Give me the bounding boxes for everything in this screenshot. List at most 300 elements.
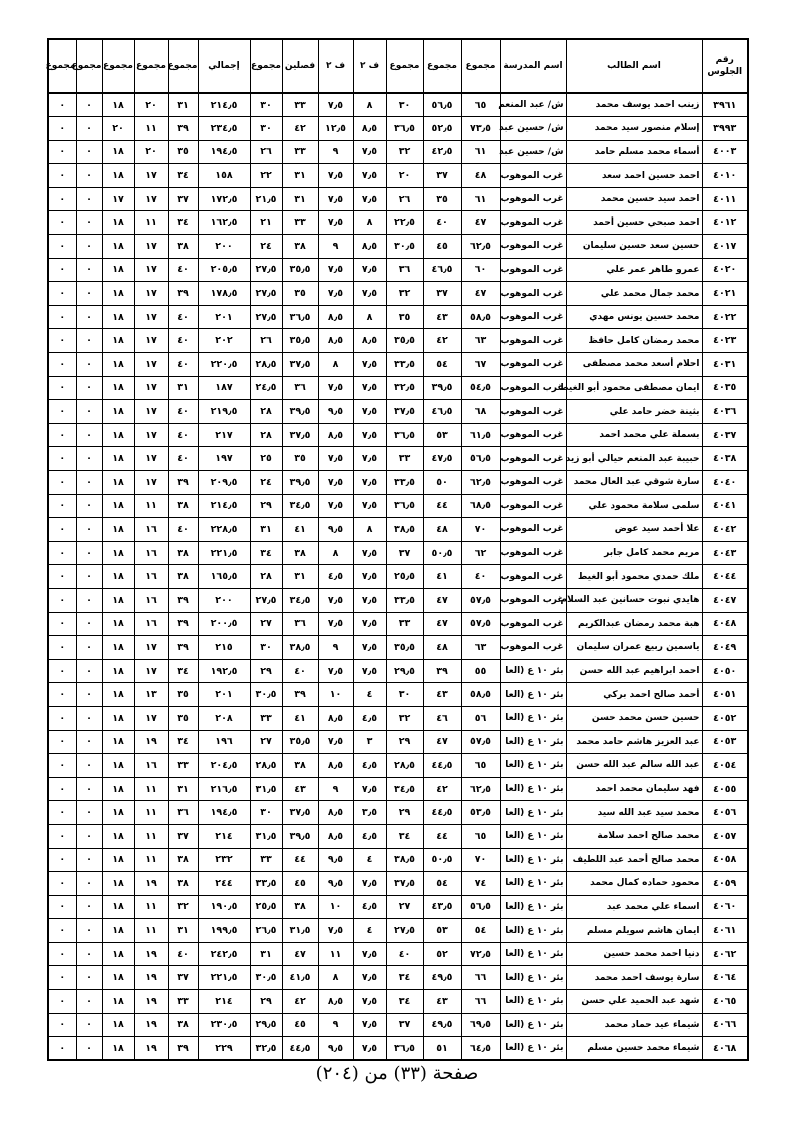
cell-total-1: ٥٦ <box>461 706 500 730</box>
cell-total-1: ٦٩٫٥ <box>461 1013 500 1037</box>
cell-total-6: ١٩ <box>134 1037 168 1061</box>
cell-grand-total: ٢٢١٫٥ <box>198 541 250 565</box>
table-row <box>48 117 748 141</box>
cell-term2-a: ٣٫٥ <box>353 801 386 825</box>
cell-total-5: ٣٤ <box>168 164 198 188</box>
cell-student-name: إسلام منصور سيد محمد <box>566 117 702 141</box>
cell-seat-number: ٤٠٥٤ <box>702 754 748 778</box>
cell-term2-b: ٤٫٥ <box>318 565 353 589</box>
cell-two-terms: ٤٢ <box>282 990 318 1014</box>
cell-total-5: ٤٠ <box>168 305 198 329</box>
cell-grand-total: ٢٤٤ <box>198 872 250 896</box>
cell-total-3: ٣٧ <box>386 541 423 565</box>
cell-total-7: ١٨ <box>102 164 134 188</box>
cell-total-3: ٣٣٫٥ <box>386 353 423 377</box>
cell-total-1: ٦٨ <box>461 400 500 424</box>
cell-seat-number: ٤٠٢٣ <box>702 329 748 353</box>
cell-total-1: ٤٧ <box>461 211 500 235</box>
cell-grand-total: ٢٠٨ <box>198 706 250 730</box>
cell-two-terms: ٣٥ <box>282 282 318 306</box>
cell-total-1: ٦٢٫٥ <box>461 235 500 259</box>
cell-total-4: ٢٩ <box>250 990 282 1014</box>
header-total-8: مجموع <box>76 39 102 93</box>
cell-total-2: ٥٠ <box>423 471 461 495</box>
cell-total-5: ٣٦ <box>168 801 198 825</box>
cell-total-3: ٣٢٫٥ <box>386 376 423 400</box>
cell-total-1: ٦١ <box>461 140 500 164</box>
cell-total-1: ٦١ <box>461 187 500 211</box>
cell-total-9: ٠ <box>48 801 76 825</box>
cell-student-name: ايمان هاشم سويلم مسلم <box>566 919 702 943</box>
cell-school-name: بئر ١٠ ع (العا <box>500 683 566 707</box>
cell-total-2: ٤٣٫٥ <box>423 895 461 919</box>
cell-total-4: ٢٥٫٥ <box>250 895 282 919</box>
cell-school-name: بئر ١٠ ع (العا <box>500 801 566 825</box>
header-term2-b: ف ٢ <box>318 39 353 93</box>
cell-total-9: ٠ <box>48 140 76 164</box>
cell-two-terms: ٣٥٫٥ <box>282 730 318 754</box>
cell-total-4: ٢٧٫٥ <box>250 305 282 329</box>
cell-student-name: مريم محمد كامل جابر <box>566 541 702 565</box>
cell-school-name: بئر ١٠ ع (العا <box>500 706 566 730</box>
cell-total-6: ١٣ <box>134 683 168 707</box>
table-row <box>48 211 748 235</box>
cell-total-1: ٥٣٫٥ <box>461 801 500 825</box>
cell-total-6: ١٦ <box>134 754 168 778</box>
cell-school-name: بئر ١٠ ع (العا <box>500 942 566 966</box>
cell-total-9: ٠ <box>48 636 76 660</box>
cell-grand-total: ٢٢٨٫٥ <box>198 518 250 542</box>
cell-seat-number: ٤٠٥٩ <box>702 872 748 896</box>
cell-total-9: ٠ <box>48 848 76 872</box>
cell-two-terms: ٣٧٫٥ <box>282 423 318 447</box>
cell-total-7: ١٨ <box>102 612 134 636</box>
cell-term2-b: ٧٫٥ <box>318 471 353 495</box>
cell-total-7: ١٨ <box>102 565 134 589</box>
cell-total-8: ٠ <box>76 565 102 589</box>
table-row <box>48 565 748 589</box>
cell-seat-number: ٤٠٤٢ <box>702 518 748 542</box>
cell-total-5: ٣٩ <box>168 471 198 495</box>
cell-student-name: بثينة خضر حامد علي <box>566 400 702 424</box>
cell-total-7: ١٨ <box>102 353 134 377</box>
cell-total-5: ٣٨ <box>168 494 198 518</box>
cell-total-4: ٢٦ <box>250 329 282 353</box>
cell-total-4: ٢٧ <box>250 730 282 754</box>
cell-total-5: ٣٧ <box>168 187 198 211</box>
cell-total-1: ٤٨ <box>461 164 500 188</box>
cell-total-9: ٠ <box>48 187 76 211</box>
cell-term2-a: ٧٫٥ <box>353 400 386 424</box>
cell-total-6: ١٩ <box>134 872 168 896</box>
cell-total-6: ١٧ <box>134 423 168 447</box>
cell-grand-total: ١٩٧ <box>198 447 250 471</box>
cell-total-7: ١٨ <box>102 541 134 565</box>
cell-total-6: ١٦ <box>134 565 168 589</box>
cell-two-terms: ٣٤٫٥ <box>282 588 318 612</box>
cell-total-1: ٦٥ <box>461 93 500 117</box>
cell-student-name: زينب احمد يوسف محمد <box>566 93 702 117</box>
cell-total-5: ٤٠ <box>168 400 198 424</box>
cell-seat-number: ٤٠٢١ <box>702 282 748 306</box>
cell-total-6: ١٩ <box>134 990 168 1014</box>
cell-total-2: ٥٠٫٥ <box>423 848 461 872</box>
table-row <box>48 423 748 447</box>
cell-total-9: ٠ <box>48 1013 76 1037</box>
cell-total-8: ٠ <box>76 659 102 683</box>
cell-seat-number: ٤٠٥٦ <box>702 801 748 825</box>
cell-total-3: ٢٧ <box>386 895 423 919</box>
cell-total-3: ٢٧٫٥ <box>386 919 423 943</box>
cell-total-9: ٠ <box>48 872 76 896</box>
cell-term2-b: ١١ <box>318 942 353 966</box>
cell-total-2: ٤١ <box>423 565 461 589</box>
cell-total-6: ١٦ <box>134 541 168 565</box>
cell-total-7: ١٨ <box>102 706 134 730</box>
cell-seat-number: ٤٠٤٠ <box>702 471 748 495</box>
cell-total-7: ١٨ <box>102 376 134 400</box>
cell-two-terms: ٣٩ <box>282 683 318 707</box>
cell-total-6: ١٧ <box>134 329 168 353</box>
cell-total-1: ٥٥ <box>461 659 500 683</box>
cell-total-1: ٦٣ <box>461 329 500 353</box>
cell-school-name: غرب الموهوب <box>500 518 566 542</box>
cell-total-8: ٠ <box>76 211 102 235</box>
cell-school-name: غرب الموهوب <box>500 471 566 495</box>
cell-student-name: حسين سعد حسين سليمان <box>566 235 702 259</box>
cell-total-6: ١٧ <box>134 471 168 495</box>
cell-total-4: ٣٠٫٥ <box>250 683 282 707</box>
cell-total-1: ٦٨٫٥ <box>461 494 500 518</box>
table-row <box>48 258 748 282</box>
cell-two-terms: ٤٥ <box>282 1013 318 1037</box>
cell-school-name: غرب الموهوب <box>500 353 566 377</box>
cell-total-3: ٣٧ <box>386 1013 423 1037</box>
cell-total-4: ٢٧٫٥ <box>250 282 282 306</box>
cell-term2-b: ٩ <box>318 140 353 164</box>
cell-total-4: ٣٤ <box>250 541 282 565</box>
table-row <box>48 305 748 329</box>
cell-total-5: ٣٩ <box>168 1037 198 1061</box>
cell-grand-total: ٢٠٩٫٥ <box>198 471 250 495</box>
cell-total-9: ٠ <box>48 353 76 377</box>
cell-total-3: ٣٤ <box>386 824 423 848</box>
cell-total-7: ١٨ <box>102 919 134 943</box>
cell-total-4: ٢٤ <box>250 235 282 259</box>
cell-seat-number: ٤٠٥٧ <box>702 824 748 848</box>
cell-total-6: ١٧ <box>134 447 168 471</box>
cell-total-9: ٠ <box>48 447 76 471</box>
cell-student-name: هايدي نبوت حسانين عبد السلام <box>566 588 702 612</box>
cell-term2-a: ٨ <box>353 305 386 329</box>
cell-total-1: ٦٠ <box>461 258 500 282</box>
cell-total-3: ٣٥٫٥ <box>386 329 423 353</box>
cell-total-3: ٣٧٫٥ <box>386 400 423 424</box>
cell-total-9: ٠ <box>48 754 76 778</box>
cell-total-8: ٠ <box>76 683 102 707</box>
cell-grand-total: ٢٠٤٫٥ <box>198 754 250 778</box>
cell-total-4: ٢٨٫٥ <box>250 353 282 377</box>
cell-total-9: ٠ <box>48 258 76 282</box>
cell-total-5: ٤٠ <box>168 329 198 353</box>
cell-term2-b: ١٠ <box>318 895 353 919</box>
cell-total-3: ٢٥٫٥ <box>386 565 423 589</box>
cell-total-3: ٢٢٫٥ <box>386 211 423 235</box>
cell-total-1: ٦٤٫٥ <box>461 1037 500 1061</box>
cell-total-8: ٠ <box>76 1013 102 1037</box>
cell-grand-total: ١٩٢٫٥ <box>198 659 250 683</box>
cell-total-6: ١٦ <box>134 612 168 636</box>
cell-total-4: ٣٣ <box>250 706 282 730</box>
cell-total-4: ٢٩٫٥ <box>250 1013 282 1037</box>
cell-two-terms: ٣٧٫٥ <box>282 353 318 377</box>
cell-term2-a: ٧٫٥ <box>353 187 386 211</box>
cell-total-8: ٠ <box>76 824 102 848</box>
cell-term2-a: ٣ <box>353 730 386 754</box>
cell-student-name: حسين حسن محمد حسن <box>566 706 702 730</box>
cell-seat-number: ٤٠٤٧ <box>702 588 748 612</box>
cell-total-6: ١١ <box>134 494 168 518</box>
cell-two-terms: ٤٠ <box>282 659 318 683</box>
cell-total-4: ٢٧٫٥ <box>250 588 282 612</box>
cell-total-6: ١٧ <box>134 282 168 306</box>
cell-total-6: ١١ <box>134 801 168 825</box>
table-row <box>48 164 748 188</box>
table-row <box>48 518 748 542</box>
cell-grand-total: ٢٠٥٫٥ <box>198 258 250 282</box>
table-row <box>48 801 748 825</box>
cell-total-8: ٠ <box>76 706 102 730</box>
cell-total-4: ٣٢٫٥ <box>250 1037 282 1061</box>
cell-term2-b: ٧٫٥ <box>318 494 353 518</box>
cell-school-name: غرب الموهوب <box>500 187 566 211</box>
cell-total-6: ١٧ <box>134 400 168 424</box>
cell-total-1: ٦٣ <box>461 636 500 660</box>
cell-total-9: ٠ <box>48 471 76 495</box>
cell-total-7: ١٨ <box>102 305 134 329</box>
cell-term2-b: ١٢٫٥ <box>318 117 353 141</box>
cell-total-7: ١٨ <box>102 494 134 518</box>
cell-total-5: ٣٨ <box>168 848 198 872</box>
cell-total-7: ١٨ <box>102 447 134 471</box>
cell-two-terms: ٣٨ <box>282 235 318 259</box>
cell-total-4: ٢٧٫٥ <box>250 258 282 282</box>
cell-term2-b: ٩٫٥ <box>318 400 353 424</box>
cell-total-4: ٣١ <box>250 518 282 542</box>
cell-total-2: ٤٣ <box>423 683 461 707</box>
cell-grand-total: ٢٢٠٫٥ <box>198 353 250 377</box>
cell-total-9: ٠ <box>48 683 76 707</box>
cell-total-3: ٣٥ <box>386 305 423 329</box>
cell-total-4: ٣٠ <box>250 636 282 660</box>
cell-two-terms: ٣٧٫٥ <box>282 801 318 825</box>
cell-term2-a: ٨ <box>353 518 386 542</box>
cell-total-4: ٢٤ <box>250 471 282 495</box>
cell-total-9: ٠ <box>48 93 76 117</box>
header-total-2: مجموع <box>423 39 461 93</box>
cell-total-7: ١٧ <box>102 187 134 211</box>
cell-total-6: ١٩ <box>134 1013 168 1037</box>
cell-total-3: ٢٦ <box>386 187 423 211</box>
cell-school-name: بئر ١٠ ع (العا <box>500 1013 566 1037</box>
cell-total-7: ١٨ <box>102 848 134 872</box>
cell-term2-b: ٧٫٥ <box>318 164 353 188</box>
cell-total-1: ٦٦ <box>461 966 500 990</box>
cell-grand-total: ٢١٧ <box>198 423 250 447</box>
table-row <box>48 659 748 683</box>
cell-total-2: ٤٣ <box>423 990 461 1014</box>
cell-total-2: ٥٢٫٥ <box>423 117 461 141</box>
cell-grand-total: ١٥٨ <box>198 164 250 188</box>
cell-total-1: ٧٣٫٥ <box>461 117 500 141</box>
cell-two-terms: ٣٦ <box>282 376 318 400</box>
cell-total-1: ٥٦٫٥ <box>461 447 500 471</box>
cell-total-8: ٠ <box>76 588 102 612</box>
cell-grand-total: ٢٠١ <box>198 305 250 329</box>
cell-total-9: ٠ <box>48 588 76 612</box>
table-header-row <box>48 39 748 93</box>
cell-grand-total: ١٩٤٫٥ <box>198 140 250 164</box>
cell-term2-b: ٧٫٥ <box>318 588 353 612</box>
cell-total-8: ٠ <box>76 93 102 117</box>
cell-total-9: ٠ <box>48 777 76 801</box>
cell-total-8: ٠ <box>76 612 102 636</box>
cell-student-name: سلمى سلامة محمود علي <box>566 494 702 518</box>
cell-total-5: ٣٧ <box>168 966 198 990</box>
cell-total-8: ٠ <box>76 754 102 778</box>
cell-school-name: غرب الموهوب <box>500 612 566 636</box>
cell-total-5: ٣٨ <box>168 872 198 896</box>
cell-term2-a: ٨٫٥ <box>353 117 386 141</box>
cell-two-terms: ٤٧ <box>282 942 318 966</box>
cell-grand-total: ٢٠٠٫٥ <box>198 612 250 636</box>
cell-term2-a: ٧٫٥ <box>353 541 386 565</box>
cell-school-name: بئر ١٠ ع (العا <box>500 777 566 801</box>
cell-total-4: ٣٠ <box>250 117 282 141</box>
cell-school-name: غرب الموهوب <box>500 211 566 235</box>
cell-total-7: ١٨ <box>102 423 134 447</box>
cell-total-5: ٣٥ <box>168 140 198 164</box>
cell-seat-number: ٣٩٦١ <box>702 93 748 117</box>
cell-term2-a: ٨ <box>353 93 386 117</box>
cell-grand-total: ٢٠١ <box>198 683 250 707</box>
cell-seat-number: ٤٠٦٨ <box>702 1037 748 1061</box>
cell-term2-a: ٧٫٥ <box>353 376 386 400</box>
cell-total-7: ١٨ <box>102 872 134 896</box>
cell-total-6: ٢٠ <box>134 140 168 164</box>
cell-term2-a: ٤٫٥ <box>353 895 386 919</box>
cell-two-terms: ٣٥ <box>282 447 318 471</box>
header-two-terms: فصلين <box>282 39 318 93</box>
cell-two-terms: ٣٩٫٥ <box>282 400 318 424</box>
cell-two-terms: ٤٥ <box>282 872 318 896</box>
cell-total-4: ٣٠ <box>250 93 282 117</box>
cell-total-5: ٣٩ <box>168 117 198 141</box>
cell-school-name: بئر ١٠ ع (العا <box>500 895 566 919</box>
table-row <box>48 376 748 400</box>
cell-total-6: ١٩ <box>134 966 168 990</box>
cell-student-name: دنيا احمد محمد حسين <box>566 942 702 966</box>
cell-term2-a: ٧٫٥ <box>353 494 386 518</box>
cell-school-name: غرب الموهوب <box>500 329 566 353</box>
cell-grand-total: ٢٢٩ <box>198 1037 250 1061</box>
cell-total-7: ١٨ <box>102 471 134 495</box>
cell-total-6: ١٧ <box>134 164 168 188</box>
cell-school-name: غرب الموهوب <box>500 376 566 400</box>
cell-total-7: ١٨ <box>102 211 134 235</box>
cell-grand-total: ٢١٤ <box>198 824 250 848</box>
table-row <box>48 777 748 801</box>
cell-term2-b: ٧٫٥ <box>318 730 353 754</box>
cell-total-3: ٣٤ <box>386 966 423 990</box>
cell-term2-b: ٩٫٥ <box>318 872 353 896</box>
cell-seat-number: ٤٠٣١ <box>702 353 748 377</box>
cell-total-4: ٢١ <box>250 211 282 235</box>
cell-student-name: عبد العزيز هاشم حامد محمد <box>566 730 702 754</box>
cell-two-terms: ٤١ <box>282 706 318 730</box>
cell-term2-a: ٧٫٥ <box>353 447 386 471</box>
cell-seat-number: ٤٠٤١ <box>702 494 748 518</box>
header-total-3: مجموع <box>386 39 423 93</box>
cell-school-name: بئر ١٠ ع (العا <box>500 754 566 778</box>
cell-total-9: ٠ <box>48 541 76 565</box>
cell-total-2: ٥٤ <box>423 872 461 896</box>
cell-total-3: ٣٦٫٥ <box>386 494 423 518</box>
cell-total-3: ٣٤ <box>386 990 423 1014</box>
cell-seat-number: ٤٠٤٩ <box>702 636 748 660</box>
cell-total-2: ٤٤ <box>423 494 461 518</box>
cell-total-9: ٠ <box>48 305 76 329</box>
cell-two-terms: ٣١ <box>282 565 318 589</box>
cell-total-1: ٧٠ <box>461 848 500 872</box>
cell-term2-a: ٧٫٥ <box>353 258 386 282</box>
cell-total-7: ٢٠ <box>102 117 134 141</box>
cell-total-6: ١٧ <box>134 305 168 329</box>
cell-total-9: ٠ <box>48 282 76 306</box>
cell-total-2: ٤٧ <box>423 612 461 636</box>
cell-seat-number: ٤٠٣٧ <box>702 423 748 447</box>
cell-total-8: ٠ <box>76 376 102 400</box>
cell-seat-number: ٤٠٦٥ <box>702 990 748 1014</box>
cell-total-5: ٤٠ <box>168 258 198 282</box>
cell-total-2: ٤٧ <box>423 588 461 612</box>
cell-total-2: ٥٤ <box>423 353 461 377</box>
cell-total-8: ٠ <box>76 305 102 329</box>
cell-total-7: ١٨ <box>102 282 134 306</box>
cell-term2-b: ٨٫٥ <box>318 824 353 848</box>
cell-two-terms: ٣٣ <box>282 211 318 235</box>
cell-school-name: بئر ١٠ ع (العا <box>500 730 566 754</box>
cell-total-1: ٦٢٫٥ <box>461 471 500 495</box>
cell-student-name: محمد سيد عبد الله سيد <box>566 801 702 825</box>
cell-two-terms: ٣٩٫٥ <box>282 471 318 495</box>
cell-two-terms: ٣٨٫٥ <box>282 636 318 660</box>
cell-total-1: ٥٤ <box>461 919 500 943</box>
cell-seat-number: ٣٩٩٣ <box>702 117 748 141</box>
cell-two-terms: ٣٨ <box>282 541 318 565</box>
cell-total-3: ٣٦٫٥ <box>386 117 423 141</box>
table-row <box>48 353 748 377</box>
cell-total-6: ١١ <box>134 895 168 919</box>
table-row <box>48 400 748 424</box>
cell-term2-b: ٨٫٥ <box>318 706 353 730</box>
cell-total-4: ٣٣ <box>250 848 282 872</box>
cell-term2-a: ٧٫٥ <box>353 588 386 612</box>
cell-total-8: ٠ <box>76 990 102 1014</box>
cell-total-3: ٢٨٫٥ <box>386 754 423 778</box>
cell-total-2: ٤٥ <box>423 235 461 259</box>
cell-total-5: ٣٥ <box>168 706 198 730</box>
